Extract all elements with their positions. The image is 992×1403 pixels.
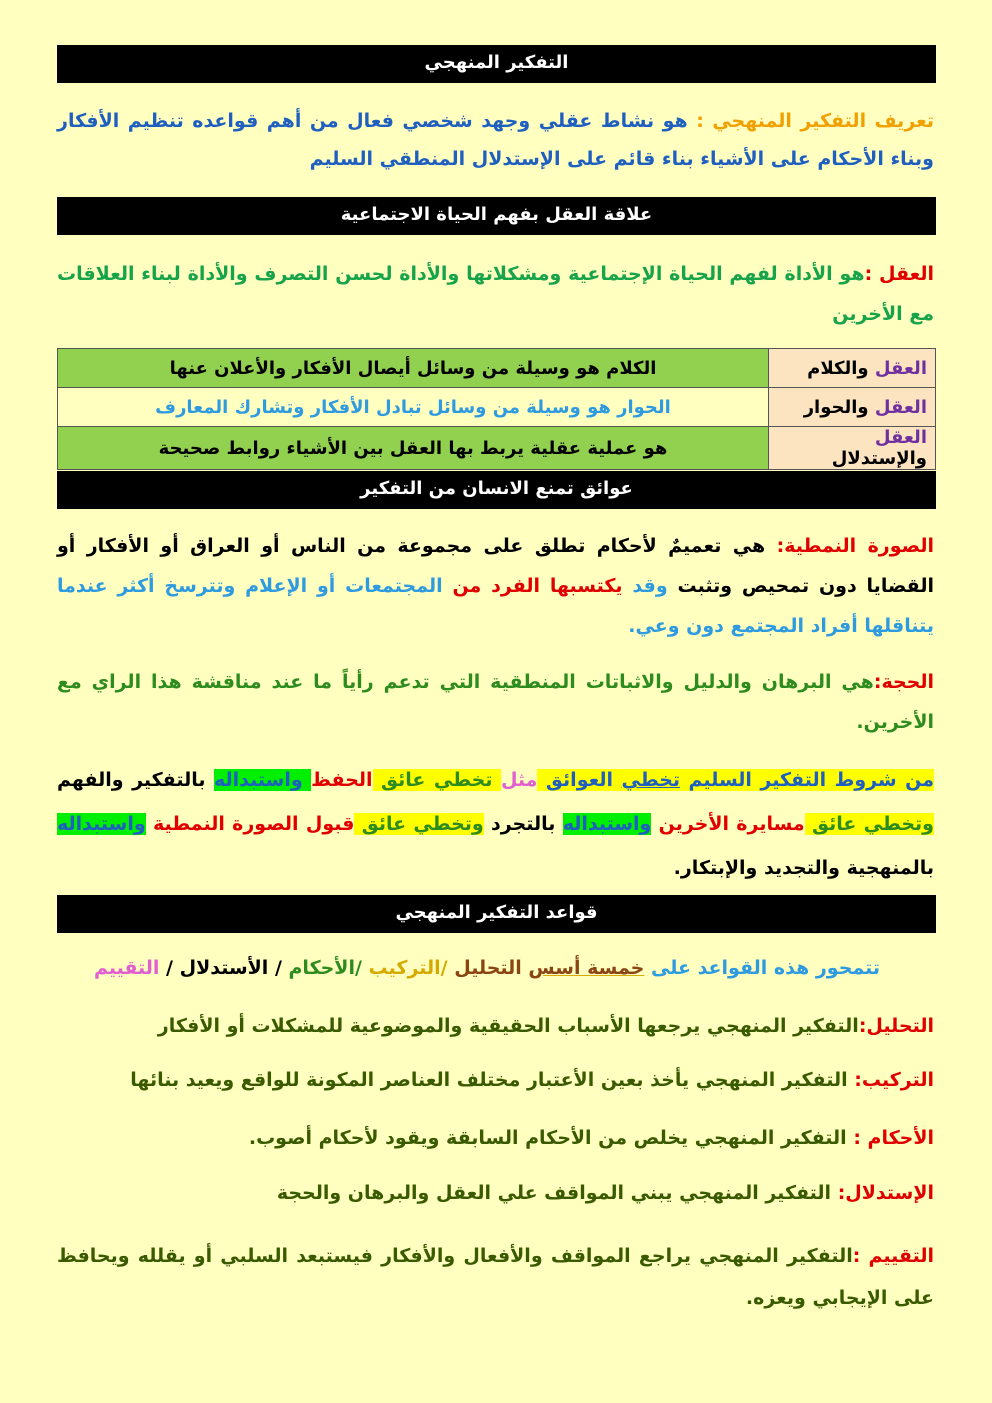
- definition-term: تعريف التفكير المنهجي :: [696, 110, 934, 132]
- definition-paragraph: [57, 102, 934, 178]
- rule-item: [57, 1062, 934, 1098]
- mind-term: العقل :: [864, 263, 934, 285]
- relation-value: الكلام هو وسيلة من وسائل أيصال الأفكار والأعلان عنها: [58, 349, 769, 388]
- argument-text: هي البرهان والدليل والاثباتات المنطقية التي تدعم رأياً ما عند مناقشة هذا الراي مع الأخرين.: [57, 671, 934, 733]
- relations-table: [57, 348, 936, 470]
- stereotype-term: الصورة النمطية:: [776, 535, 935, 557]
- table-row: [58, 349, 936, 388]
- rule-term: الإستدلال:: [837, 1182, 934, 1204]
- section-header: قواعد التفكير المنهجي: [57, 895, 936, 933]
- rules-intro: تتمحور هذه القواعد على خمسة أسس التحليل /التركيب /الأحكام / الأستدلال / التقييم: [93, 957, 881, 979]
- relation-key: العقل والحوار: [769, 388, 936, 427]
- section-header: علاقة العقل بفهم الحياة الاجتماعية: [57, 197, 936, 235]
- relation-key: العقل والكلام: [769, 349, 936, 388]
- section-header: عوائق تمنع الانسان من التفكير: [57, 471, 936, 509]
- rule-text: التفكير المنهجي يراجع المواقف والأفعال والأفكار فيستبعد السلبي أو يقلله ويحافظ على الإيجابي ويعزه.: [57, 1245, 934, 1309]
- rule-item: [57, 1235, 934, 1319]
- mind-paragraph: [57, 254, 934, 334]
- relation-value: هو عملية عقلية يربط بها العقل بين الأشياء روابط صحيحة: [58, 427, 769, 470]
- rule-text: التفكير المنهجي يرجعها الأسباب الحقيقية والموضوعية للمشكلات أو الأفكار: [157, 1015, 859, 1037]
- rule-term: التقييم :: [852, 1245, 934, 1267]
- relation-value: الحوار هو وسيلة من وسائل تبادل الأفكار وتشارك المعارف: [58, 388, 769, 427]
- argument-paragraph: [57, 662, 934, 742]
- definition-text: هو نشاط عقلي وجهد شخصي فعال من أهم قواعده تنظيم الأفكار وبناء الأحكام على الأشياء بناء قائم على الإستدلال المنطقي السليم: [57, 110, 934, 170]
- rule-term: التركيب:: [854, 1069, 934, 1091]
- rule-text: التفكير المنهجي يخلص من الأحكام السابقة ويقود لأحكام أصوب.: [248, 1127, 854, 1149]
- rule-term: الأحكام :: [853, 1127, 934, 1149]
- rule-term: التحليل:: [858, 1015, 934, 1037]
- rule-item: [57, 1175, 934, 1211]
- table-row: [58, 427, 936, 470]
- rule-item: [57, 1008, 934, 1044]
- stereotype-paragraph: الصورة النمطية: هي تعميمٌ لأحكام تطلق على مجموعة من الناس أو العراق أو الأفكار أو القضايا دون تمحيص وتثبت وقد يكتسبها الفرد من المجتمعات أو الإعلام وتترسخ أكثر عندما يتناقلها أفراد المجتمع دون وعي.: [57, 535, 935, 637]
- argument-term: الحجة:: [873, 671, 934, 693]
- section-header: التفكير المنهجي: [57, 45, 936, 83]
- rule-item: [57, 1120, 934, 1156]
- mind-text: هو الأداة لفهم الحياة الإجتماعية ومشكلاتها والأداة لحسن التصرف والأداة لبناء العلاقات مع الأخرين: [57, 263, 934, 325]
- rule-text: التفكير المنهجي يأخذ بعين الأعتبار مختلف العناصر المكونة للواقع ويعيد بنائها: [130, 1069, 855, 1091]
- relation-key: العقل والإستدلال: [769, 427, 936, 470]
- conditions-paragraph: من شروط التفكير السليم تخطي العوائق مثل تخطي عائق الحفظ واستبداله بالتفكير والفهم وتخطي عائق مسايرة الأخرين واستبداله بالتجرد وتخطي عائق قبول الصورة النمطية واستبداله بالمنهجية والتجديد والإبتكار.: [57, 769, 935, 879]
- rule-text: التفكير المنهجي يبني المواقف علي العقل والبرهان والحجة: [276, 1182, 838, 1204]
- table-row: [58, 388, 936, 427]
